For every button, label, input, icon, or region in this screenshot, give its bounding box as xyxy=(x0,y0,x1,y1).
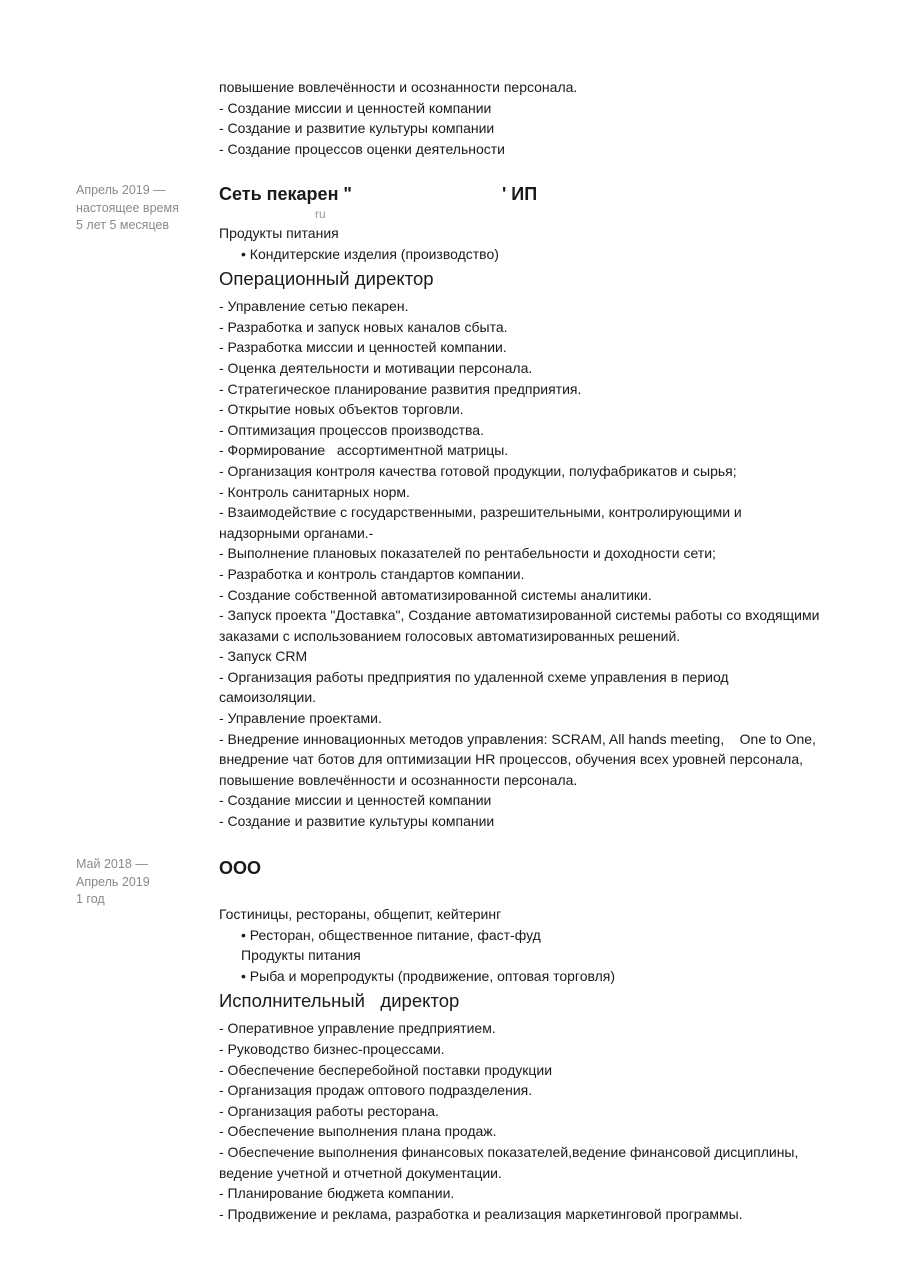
duty-line: - Оптимизация процессов производства. xyxy=(219,421,484,438)
duty-line: - Стратегическое планирование развития предприятия. xyxy=(219,380,582,397)
duty-line: - Руководство бизнес-процессами. xyxy=(219,1040,445,1057)
period-start: Апрель 2019 — xyxy=(76,183,166,197)
duty-line: - Управление проектами. xyxy=(219,710,382,727)
duty-line: - Взаимодействие с государственными, разрешительными, контролирующими и xyxy=(219,504,742,521)
duty-line: - Формирование ассортиментной матрицы. xyxy=(219,442,509,459)
period-start: Май 2018 — xyxy=(76,857,148,871)
duty-line: - Запуск проекта "Доставка", Создание автоматизированной системы работы со входящими xyxy=(219,607,820,624)
duty-line: - Обеспечение выполнения финансовых показателей,ведение финансовой дисциплины, xyxy=(219,1143,799,1160)
industry: Гостиницы, рестораны, общепит, кейтеринг xyxy=(219,906,502,922)
duty-line: - Организация работы предприятия по удаленной схеме управления в период xyxy=(219,668,729,685)
industry-sub: Продукты питания xyxy=(241,947,361,964)
period-end: настоящее время xyxy=(76,200,179,215)
duty-line: - Запуск CRM xyxy=(219,648,308,665)
duty-line: - Планирование бюджета компании. xyxy=(219,1185,455,1202)
previous-job-duties-continuation xyxy=(219,77,859,159)
duty-line: - Контроль санитарных норм. xyxy=(219,483,410,500)
duty-line: - Оперативное управление предприятием. xyxy=(219,1020,496,1037)
duty-line: - Открытие новых объектов торговли. xyxy=(219,401,464,418)
company-site[interactable]: ru xyxy=(315,207,326,221)
duty-line: - Создание и развитие культуры компании xyxy=(219,120,495,137)
duty-line: - Организация контроля качества готовой продукции, полуфабрикатов и сырья; xyxy=(219,462,737,479)
duty-line: заказами с использованием голосовых автоматизированных решений. xyxy=(219,627,681,644)
duty-line: - Выполнение плановых показателей по рентабельности и доходности сети; xyxy=(219,545,716,562)
duty-line: - Организация работы ресторана. xyxy=(219,1102,439,1119)
duty-line: - Обеспечение выполнения плана продаж. xyxy=(219,1123,497,1140)
duty-line: повышение вовлечённости и осознанности персонала. xyxy=(219,771,578,788)
period-end: Апрель 2019 xyxy=(76,874,150,889)
company-name: ООО xyxy=(219,858,262,878)
duty-line: - Продвижение и реклама, разработка и реализация маркетинговой программы. xyxy=(219,1205,743,1222)
job-content xyxy=(219,182,859,832)
duty-line: ведение учетной и отчетной документации. xyxy=(219,1164,502,1181)
duty-line: самоизоляции. xyxy=(219,689,317,706)
industry: Продукты питания xyxy=(219,225,339,241)
duty-line: - Оценка деятельности и мотивации персонала. xyxy=(219,359,533,376)
duty-line: - Создание миссии и ценностей компании xyxy=(219,99,492,116)
duties-list xyxy=(219,1018,859,1224)
job-period xyxy=(76,856,206,909)
industry-sub: • Рыба и морепродукты (продвижение, оптовая торговля) xyxy=(241,967,616,984)
company-site-placeholder xyxy=(219,880,859,904)
duty-line: - Разработка и запуск новых каналов сбыта. xyxy=(219,318,508,335)
duty-line: - Организация продаж оптового подразделения. xyxy=(219,1082,533,1099)
duty-line: - Разработка миссии и ценностей компании. xyxy=(219,339,507,356)
period-duration: 5 лет 5 месяцев xyxy=(76,218,170,232)
duty-line: надзорными органами.- xyxy=(219,524,374,541)
duty-line: - Создание миссии и ценностей компании xyxy=(219,792,492,809)
duty-line: - Внедрение инновационных методов управления: SCRAM, All hands meeting, One to One, xyxy=(219,730,816,747)
duty-line: - Создание собственной автоматизированной системы аналитики. xyxy=(219,586,652,603)
duty-line: внедрение чат ботов для оптимизации HR процессов, обучения всех уровней персонала, xyxy=(219,751,804,768)
duty-line: - Разработка и контроль стандартов компании. xyxy=(219,565,525,582)
period-duration: 1 год xyxy=(76,892,105,906)
duty-line: повышение вовлечённости и осознанности персонала. xyxy=(219,79,578,95)
position-title: Операционный директор xyxy=(219,268,434,290)
company-name: Сеть пекарен " ' ИП xyxy=(219,184,538,204)
duty-line: - Обеспечение бесперебойной поставки продукции xyxy=(219,1061,553,1078)
duty-line: - Создание и развитие культуры компании xyxy=(219,813,495,830)
industry-sub: • Кондитерские изделия (производство) xyxy=(241,245,499,262)
industry-sub: • Ресторан, общественное питание, фаст-фуд xyxy=(241,926,541,943)
job-content xyxy=(219,856,859,1224)
duty-line: - Управление сетью пекарен. xyxy=(219,298,409,315)
job-period xyxy=(76,182,206,235)
duties-list xyxy=(219,296,859,831)
position-title: Исполнительный директор xyxy=(219,990,460,1012)
duty-line: - Создание процессов оценки деятельности xyxy=(219,140,505,157)
